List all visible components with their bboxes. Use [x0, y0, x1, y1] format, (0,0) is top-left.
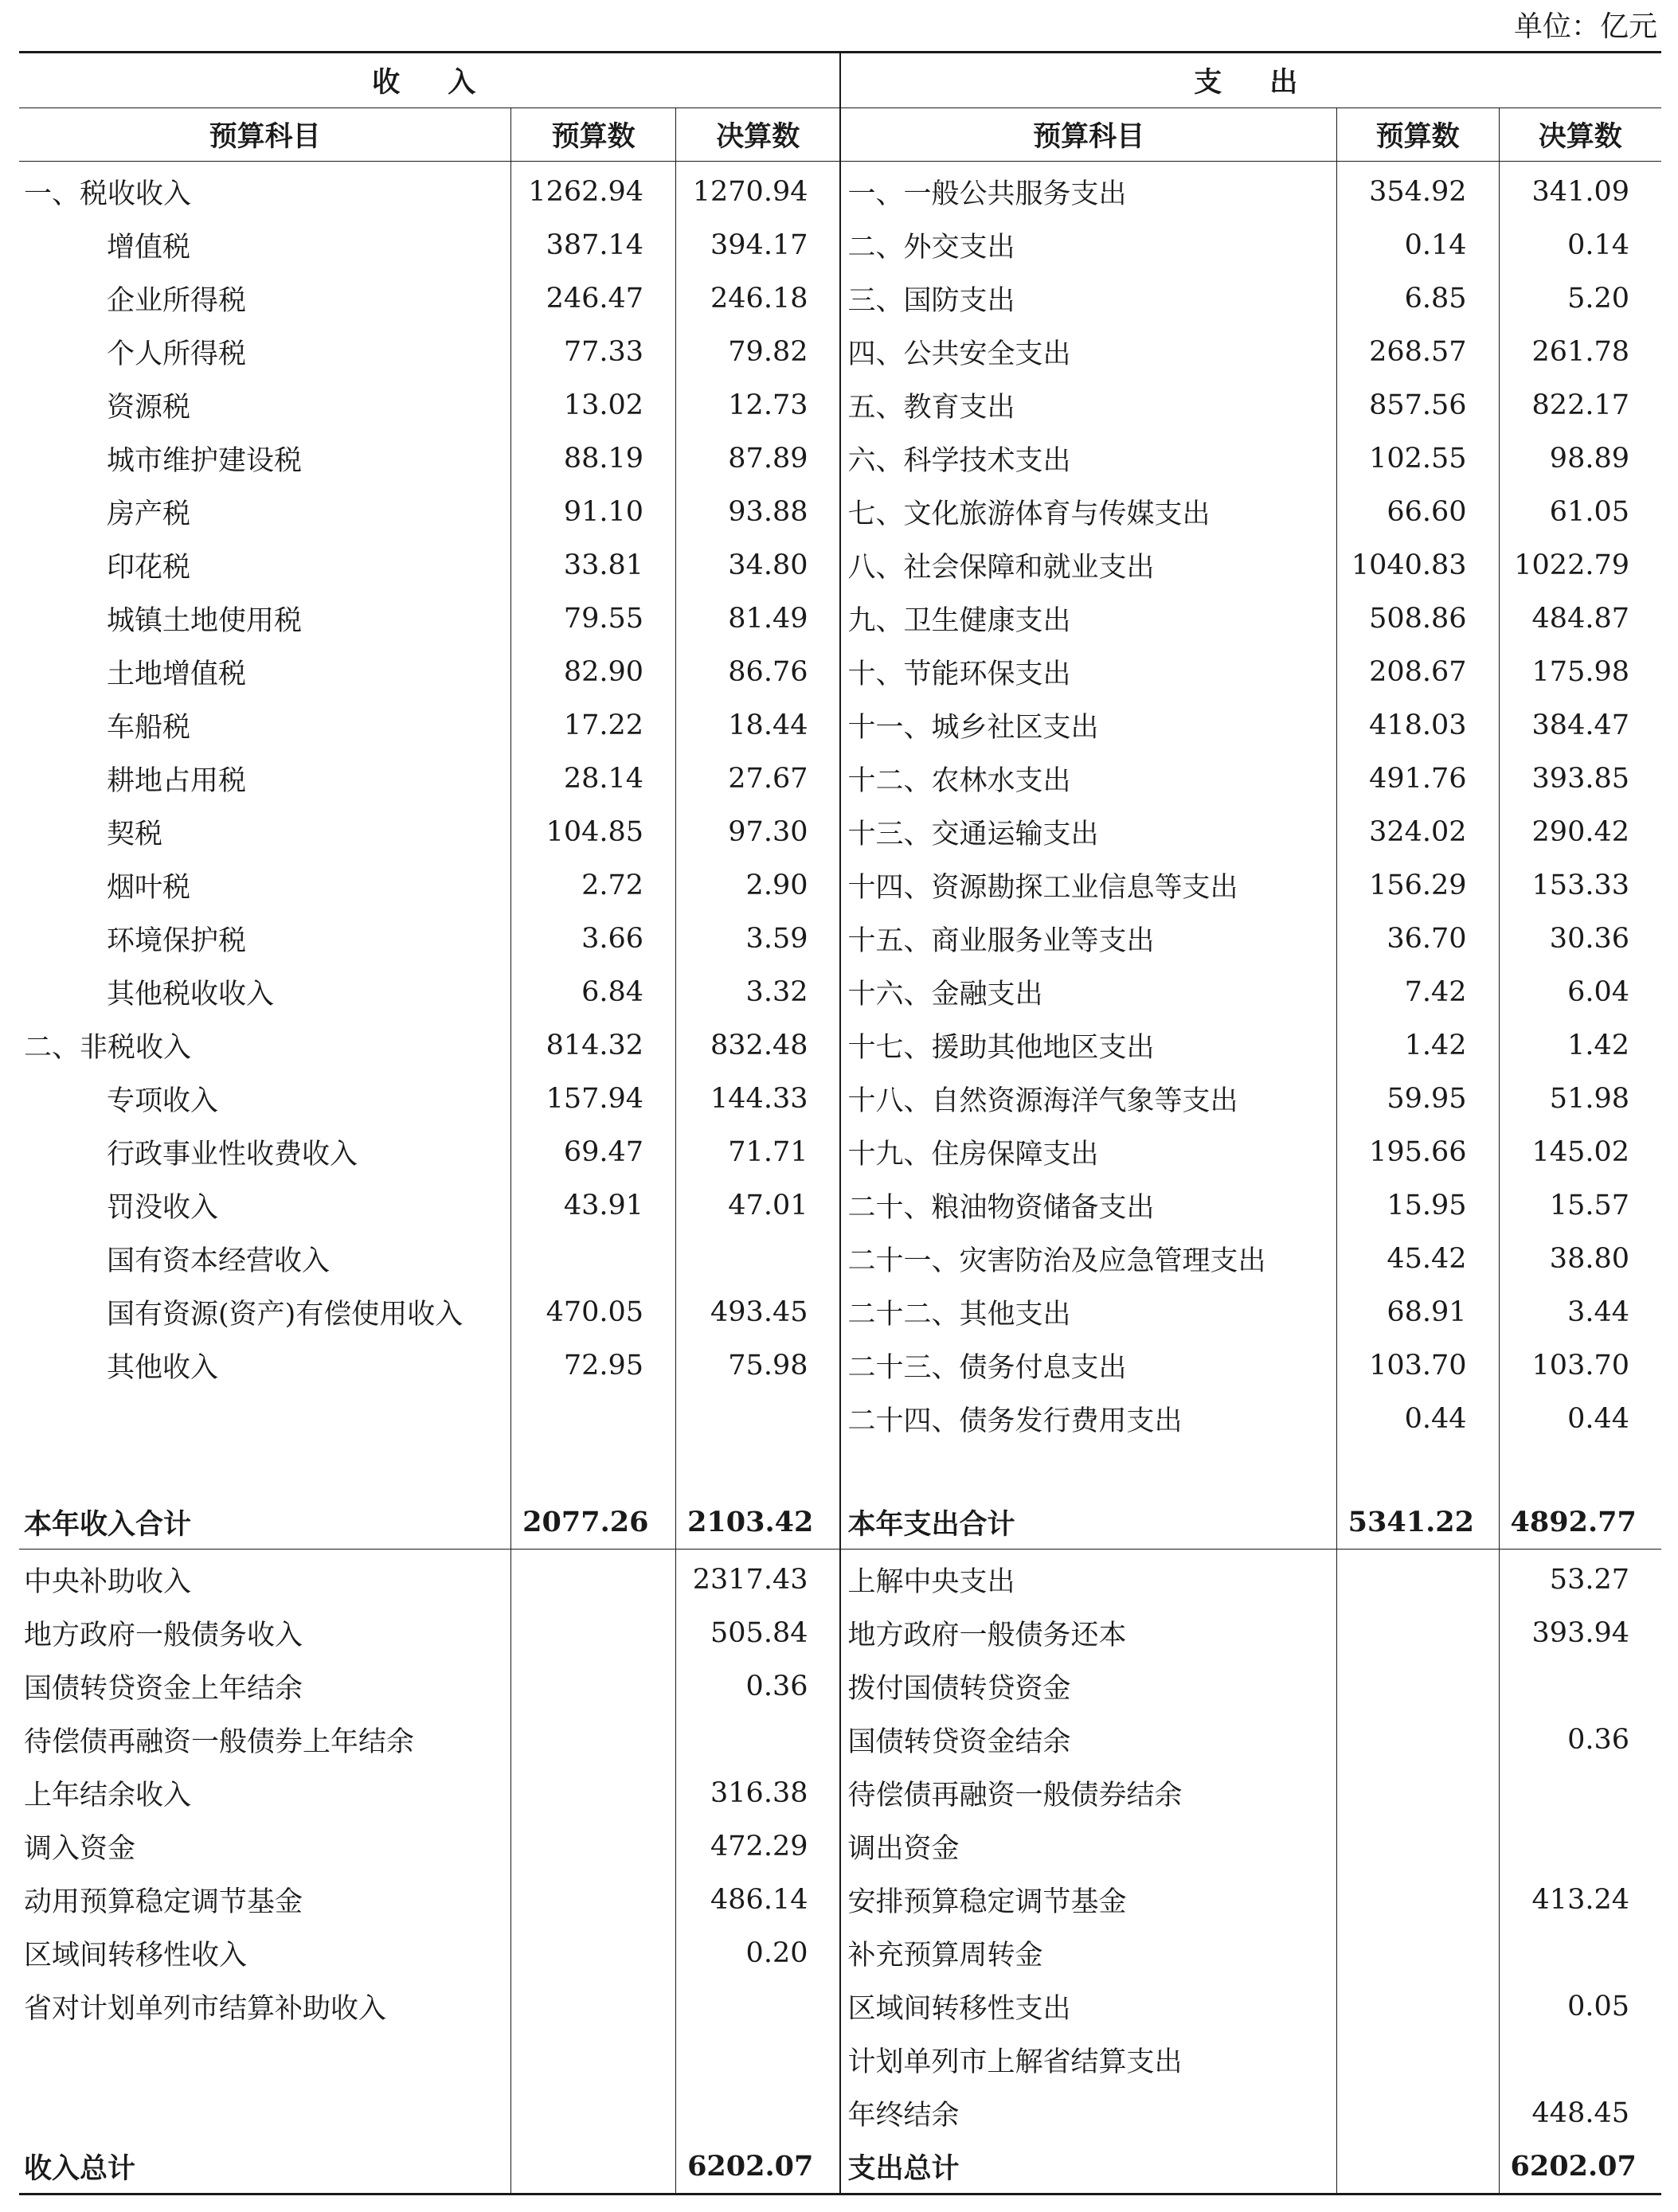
- income-budget-value: [511, 1979, 676, 2033]
- expense-item-name: 十二、农林水支出: [840, 752, 1336, 805]
- expense-final-value: 393.94: [1499, 1606, 1661, 1659]
- expense-final-value: 822.17: [1499, 378, 1661, 432]
- expense-final-header: 决算数: [1499, 108, 1661, 162]
- expense-item-name: 补充预算周转金: [840, 1926, 1336, 1979]
- income-budget-value: 470.05: [511, 1285, 676, 1339]
- expense-grand-total-budget: [1336, 2140, 1499, 2194]
- income-budget-value: 88.19: [511, 432, 676, 485]
- expense-item-name: 二十四、债务发行费用支出: [840, 1392, 1336, 1445]
- expense-budget-value: 6.85: [1336, 272, 1499, 325]
- expense-item-name: 地方政府一般债务还本: [840, 1606, 1336, 1659]
- expense-final-value: 15.57: [1499, 1178, 1661, 1232]
- income-final-value: 75.98: [676, 1339, 841, 1392]
- income-final-value: 12.73: [676, 378, 841, 432]
- income-item-name: 增值税: [107, 231, 191, 264]
- income-item-name: [19, 2033, 511, 2086]
- expense-item-name: 二十二、其他支出: [840, 1285, 1336, 1339]
- expense-budget-value: [1336, 1873, 1499, 1926]
- table-row: [19, 1072, 1661, 1125]
- expense-item-name: 五、教育支出: [840, 378, 1336, 432]
- income-budget-value: 157.94: [511, 1072, 676, 1125]
- table-row: [19, 1550, 1661, 1607]
- expense-item-name: 六、科学技术支出: [840, 432, 1336, 485]
- income-year-total-budget: 2077.26: [511, 1495, 676, 1550]
- income-budget-value: 246.47: [511, 272, 676, 325]
- table-row: [19, 1659, 1661, 1713]
- expense-final-value: [1499, 1819, 1661, 1873]
- expense-final-value: 0.14: [1499, 218, 1661, 272]
- table-row: [19, 378, 1661, 432]
- expense-final-value: 0.36: [1499, 1713, 1661, 1766]
- expense-item-name: 十一、城乡社区支出: [840, 698, 1336, 752]
- income-final-value: 2.90: [676, 858, 841, 912]
- income-budget-value: [511, 1873, 676, 1926]
- expense-final-value: 153.33: [1499, 858, 1661, 912]
- table-row: [19, 752, 1661, 805]
- expense-item-name: 三、国防支出: [840, 272, 1336, 325]
- expense-final-value: 341.09: [1499, 162, 1661, 219]
- income-final-value: 246.18: [676, 272, 841, 325]
- expense-item-header: 预算科目: [840, 108, 1336, 162]
- expense-item-name: 拨付国债转贷资金: [840, 1659, 1336, 1713]
- income-item-name: 土地增值税: [107, 658, 247, 690]
- income-final-value: 144.33: [676, 1072, 841, 1125]
- table-row: [19, 485, 1661, 538]
- income-final-value: 832.48: [676, 1018, 841, 1072]
- expense-item-name: 十七、援助其他地区支出: [840, 1018, 1336, 1072]
- income-item-name: 环境保护税: [107, 924, 247, 957]
- income-final-value: 86.76: [676, 645, 841, 698]
- income-budget-value: [511, 2086, 676, 2140]
- income-item-name: 调入资金: [24, 1832, 136, 1865]
- expense-budget-value: 0.44: [1336, 1392, 1499, 1445]
- expense-item-name: 七、文化旅游体育与传媒支出: [840, 485, 1336, 538]
- table-row: [19, 1178, 1661, 1232]
- income-final-value: [676, 1713, 841, 1766]
- expense-budget-value: 103.70: [1336, 1339, 1499, 1392]
- income-item-name: 企业所得税: [107, 284, 247, 317]
- income-item-name: 中央补助收入: [24, 1565, 192, 1598]
- expense-final-value: 6.04: [1499, 965, 1661, 1018]
- table-row: [19, 1606, 1661, 1659]
- table-row: [19, 162, 1661, 219]
- income-item-name: 其他税收收入: [107, 978, 275, 1010]
- income-budget-value: 104.85: [511, 805, 676, 858]
- table-row: [19, 325, 1661, 378]
- empty-cell: [1499, 1445, 1661, 1495]
- income-item-name: 动用预算稳定调节基金: [24, 1886, 303, 1918]
- income-budget-value: 814.32: [511, 1018, 676, 1072]
- table-row: [19, 1392, 1661, 1445]
- income-final-value: [676, 1232, 841, 1285]
- income-item-name: 上年结余收入: [24, 1779, 192, 1811]
- income-item-name: 一、税收收入: [24, 178, 192, 210]
- income-final-value: 97.30: [676, 805, 841, 858]
- income-final-value: 1270.94: [676, 162, 841, 219]
- spacer-row: [19, 1445, 1661, 1495]
- expense-budget-value: 508.86: [1336, 592, 1499, 645]
- income-item-name: 国债转贷资金上年结余: [24, 1672, 303, 1705]
- expense-budget-value: 418.03: [1336, 698, 1499, 752]
- expense-final-value: 290.42: [1499, 805, 1661, 858]
- expense-item-name: 二十三、债务付息支出: [840, 1339, 1336, 1392]
- income-item-name: 契税: [107, 818, 163, 850]
- table-row: [19, 218, 1661, 272]
- expense-final-value: 53.27: [1499, 1550, 1661, 1607]
- expense-final-value: 145.02: [1499, 1125, 1661, 1178]
- expense-final-value: 484.87: [1499, 592, 1661, 645]
- table-body: [19, 162, 1661, 2194]
- income-final-value: 3.32: [676, 965, 841, 1018]
- expense-final-value: 61.05: [1499, 485, 1661, 538]
- income-budget-value: [511, 1606, 676, 1659]
- income-item-name: 待偿债再融资一般债券上年结余: [24, 1725, 415, 1758]
- table-row: [19, 1125, 1661, 1178]
- expense-budget-value: [1336, 1766, 1499, 1819]
- expense-item-name: 八、社会保障和就业支出: [840, 538, 1336, 592]
- expense-budget-value: [1336, 1979, 1499, 2033]
- expense-final-value: 38.80: [1499, 1232, 1661, 1285]
- income-budget-value: 6.84: [511, 965, 676, 1018]
- income-final-value: 87.89: [676, 432, 841, 485]
- income-grand-total-label: 收入总计: [19, 2140, 511, 2194]
- income-item-name: 个人所得税: [107, 338, 247, 370]
- table-row: [19, 1018, 1661, 1072]
- income-final-value: 3.59: [676, 912, 841, 965]
- income-item-name: 专项收入: [107, 1085, 219, 1117]
- expense-item-name: 十八、自然资源海洋气象等支出: [840, 1072, 1336, 1125]
- income-item-name: 省对计划单列市结算补助收入: [24, 1992, 387, 2025]
- expense-item-name: 十四、资源勘探工业信息等支出: [840, 858, 1336, 912]
- expense-budget-value: [1336, 1819, 1499, 1873]
- empty-cell: [19, 1445, 511, 1495]
- expense-budget-value: 36.70: [1336, 912, 1499, 965]
- income-budget-value: 43.91: [511, 1178, 676, 1232]
- income-item-name: 房产税: [107, 498, 191, 530]
- table-row: [19, 858, 1661, 912]
- expense-final-value: [1499, 1659, 1661, 1713]
- table-row: [19, 1766, 1661, 1819]
- expense-item-name: 二十一、灾害防治及应急管理支出: [840, 1232, 1336, 1285]
- table-row: [19, 1713, 1661, 1766]
- table-row: [19, 645, 1661, 698]
- expense-budget-value: 195.66: [1336, 1125, 1499, 1178]
- expense-final-value: 0.05: [1499, 1979, 1661, 2033]
- income-budget-value: [511, 1659, 676, 1713]
- expense-final-value: 51.98: [1499, 1072, 1661, 1125]
- income-final-value: 81.49: [676, 592, 841, 645]
- expense-final-value: [1499, 2033, 1661, 2086]
- income-final-value: 505.84: [676, 1606, 841, 1659]
- table-row: [19, 1926, 1661, 1979]
- income-final-value: [676, 2086, 841, 2140]
- expense-item-name: 十九、住房保障支出: [840, 1125, 1336, 1178]
- expense-item-name: 二十、粮油物资储备支出: [840, 1178, 1336, 1232]
- grand-total-row: [19, 2140, 1661, 2194]
- income-budget-value: [511, 1713, 676, 1766]
- income-budget-value: 79.55: [511, 592, 676, 645]
- table-row: [19, 1819, 1661, 1873]
- expense-final-value: 384.47: [1499, 698, 1661, 752]
- expense-year-total-final: 4892.77: [1499, 1495, 1661, 1550]
- income-final-value: 27.67: [676, 752, 841, 805]
- income-item-name: 车船税: [107, 711, 191, 744]
- income-budget-value: [511, 1766, 676, 1819]
- income-budget-value: [511, 1819, 676, 1873]
- expense-item-name: 十五、商业服务业等支出: [840, 912, 1336, 965]
- income-item-name: 区域间转移性收入: [24, 1939, 248, 1972]
- income-final-value: 2317.43: [676, 1550, 841, 1607]
- income-budget-header: 预算数: [511, 108, 676, 162]
- year-total-row: [19, 1495, 1661, 1550]
- table-row: [19, 965, 1661, 1018]
- expense-final-value: 448.45: [1499, 2086, 1661, 2140]
- income-budget-value: 3.66: [511, 912, 676, 965]
- income-final-value: 316.38: [676, 1766, 841, 1819]
- table-row: [19, 698, 1661, 752]
- expense-final-value: 175.98: [1499, 645, 1661, 698]
- expense-budget-value: 268.57: [1336, 325, 1499, 378]
- expense-budget-value: 324.02: [1336, 805, 1499, 858]
- income-budget-value: [511, 1550, 676, 1607]
- budget-table: [19, 51, 1661, 2195]
- income-section-header: 收入: [19, 53, 840, 108]
- table-row: [19, 592, 1661, 645]
- table-row: [19, 1873, 1661, 1926]
- income-final-value: 394.17: [676, 218, 841, 272]
- expense-budget-value: 0.14: [1336, 218, 1499, 272]
- income-item-name: 耕地占用税: [107, 764, 247, 797]
- table-row: [19, 2033, 1661, 2086]
- income-budget-value: 72.95: [511, 1339, 676, 1392]
- expense-budget-value: 491.76: [1336, 752, 1499, 805]
- expense-grand-total-label: 支出总计: [840, 2140, 1336, 2194]
- income-budget-value: 33.81: [511, 538, 676, 592]
- expense-final-value: 393.85: [1499, 752, 1661, 805]
- expense-budget-value: 156.29: [1336, 858, 1499, 912]
- table-row: [19, 1232, 1661, 1285]
- income-final-value: [676, 2033, 841, 2086]
- income-final-value: [676, 1392, 841, 1445]
- income-item-name: 城镇土地使用税: [107, 604, 303, 637]
- expense-budget-value: [1336, 1713, 1499, 1766]
- income-item-name: [19, 2086, 511, 2140]
- expense-budget-value: [1336, 2033, 1499, 2086]
- income-budget-value: [511, 1926, 676, 1979]
- expense-final-value: 1.42: [1499, 1018, 1661, 1072]
- income-budget-value: 69.47: [511, 1125, 676, 1178]
- expense-item-name: 安排预算稳定调节基金: [840, 1873, 1336, 1926]
- income-final-value: 493.45: [676, 1285, 841, 1339]
- expense-budget-header: 预算数: [1336, 108, 1499, 162]
- income-budget-value: [511, 1232, 676, 1285]
- expense-final-value: 103.70: [1499, 1339, 1661, 1392]
- income-year-total-label: 本年收入合计: [19, 1495, 511, 1550]
- expense-item-name: 国债转贷资金结余: [840, 1713, 1336, 1766]
- empty-cell: [511, 1445, 676, 1495]
- expense-year-total-label: 本年支出合计: [840, 1495, 1336, 1550]
- expense-item-name: 待偿债再融资一般债券结余: [840, 1766, 1336, 1819]
- expense-budget-value: 15.95: [1336, 1178, 1499, 1232]
- income-item-name: 二、非税收入: [24, 1031, 192, 1064]
- expense-budget-value: [1336, 1606, 1499, 1659]
- table-row: [19, 432, 1661, 485]
- income-budget-value: 13.02: [511, 378, 676, 432]
- income-item-name: 其他收入: [107, 1351, 219, 1384]
- table-row: [19, 1285, 1661, 1339]
- expense-final-value: 30.36: [1499, 912, 1661, 965]
- table-row: [19, 1979, 1661, 2033]
- expense-item-name: 一、一般公共服务支出: [840, 162, 1336, 219]
- expense-item-name: 区域间转移性支出: [840, 1979, 1336, 2033]
- expense-item-name: 计划单列市上解省结算支出: [840, 2033, 1336, 2086]
- expense-final-value: 261.78: [1499, 325, 1661, 378]
- table-row: [19, 912, 1661, 965]
- income-item-name: 国有资本经营收入: [107, 1245, 331, 1277]
- expense-item-name: 十三、交通运输支出: [840, 805, 1336, 858]
- income-budget-value: 77.33: [511, 325, 676, 378]
- expense-section-header: 支出: [840, 53, 1661, 108]
- expense-final-value: 0.44: [1499, 1392, 1661, 1445]
- income-final-value: 486.14: [676, 1873, 841, 1926]
- income-budget-value: 1262.94: [511, 162, 676, 219]
- expense-budget-value: 208.67: [1336, 645, 1499, 698]
- income-budget-value: [511, 1392, 676, 1445]
- expense-budget-value: [1336, 1659, 1499, 1713]
- income-final-value: 71.71: [676, 1125, 841, 1178]
- income-final-header: 决算数: [676, 108, 841, 162]
- income-final-value: 0.36: [676, 1659, 841, 1713]
- table-row: [19, 2086, 1661, 2140]
- income-item-name: 国有资源(资产)有偿使用收入: [107, 1298, 464, 1331]
- income-budget-value: 82.90: [511, 645, 676, 698]
- income-budget-value: 28.14: [511, 752, 676, 805]
- empty-cell: [676, 1445, 841, 1495]
- income-budget-value: [511, 2033, 676, 2086]
- expense-budget-value: 66.60: [1336, 485, 1499, 538]
- expense-final-value: 3.44: [1499, 1285, 1661, 1339]
- expense-budget-value: 7.42: [1336, 965, 1499, 1018]
- expense-item-name: 二、外交支出: [840, 218, 1336, 272]
- income-item-name: 罚没收入: [107, 1191, 219, 1224]
- expense-final-value: 98.89: [1499, 432, 1661, 485]
- expense-item-name: 年终结余: [840, 2086, 1336, 2140]
- expense-budget-value: 1040.83: [1336, 538, 1499, 592]
- income-final-value: 47.01: [676, 1178, 841, 1232]
- table-row: [19, 1339, 1661, 1392]
- expense-budget-value: 59.95: [1336, 1072, 1499, 1125]
- income-grand-total-budget: [511, 2140, 676, 2194]
- income-final-value: 79.82: [676, 325, 841, 378]
- expense-budget-value: 102.55: [1336, 432, 1499, 485]
- unit-label: 单位：亿元: [1513, 10, 1657, 43]
- expense-item-name: 调出资金: [840, 1819, 1336, 1873]
- income-item-name: 地方政府一般债务收入: [24, 1619, 303, 1651]
- income-final-value: 472.29: [676, 1819, 841, 1873]
- expense-budget-value: 45.42: [1336, 1232, 1499, 1285]
- expense-budget-value: 68.91: [1336, 1285, 1499, 1339]
- expense-item-name: 四、公共安全支出: [840, 325, 1336, 378]
- income-item-name: 烟叶税: [107, 871, 191, 904]
- income-grand-total-final: 6202.07: [676, 2140, 841, 2194]
- expense-final-value: [1499, 1766, 1661, 1819]
- income-budget-value: 2.72: [511, 858, 676, 912]
- expense-year-total-budget: 5341.22: [1336, 1495, 1499, 1550]
- expense-final-value: 5.20: [1499, 272, 1661, 325]
- expense-budget-value: 1.42: [1336, 1018, 1499, 1072]
- expense-item-name: 十六、金融支出: [840, 965, 1336, 1018]
- expense-item-name: 九、卫生健康支出: [840, 592, 1336, 645]
- income-budget-value: 91.10: [511, 485, 676, 538]
- expense-budget-value: [1336, 1926, 1499, 1979]
- expense-budget-value: [1336, 2086, 1499, 2140]
- expense-budget-value: 857.56: [1336, 378, 1499, 432]
- income-final-value: 34.80: [676, 538, 841, 592]
- income-final-value: 0.20: [676, 1926, 841, 1979]
- expense-budget-value: [1336, 1550, 1499, 1607]
- expense-item-name: 上解中央支出: [840, 1550, 1336, 1607]
- income-item-name: [19, 1392, 511, 1445]
- empty-cell: [1336, 1445, 1499, 1495]
- expense-grand-total-final: 6202.07: [1499, 2140, 1661, 2194]
- expense-budget-value: 354.92: [1336, 162, 1499, 219]
- table-row: [19, 272, 1661, 325]
- table-row: [19, 538, 1661, 592]
- income-year-total-final: 2103.42: [676, 1495, 841, 1550]
- income-budget-value: 387.14: [511, 218, 676, 272]
- income-final-value: 18.44: [676, 698, 841, 752]
- income-final-value: 93.88: [676, 485, 841, 538]
- income-item-name: 行政事业性收费收入: [107, 1138, 358, 1170]
- income-item-name: 印花税: [107, 551, 191, 584]
- income-item-header: 预算科目: [19, 108, 511, 162]
- table-row: [19, 805, 1661, 858]
- income-item-name: 资源税: [107, 391, 191, 424]
- expense-item-name: 十、节能环保支出: [840, 645, 1336, 698]
- income-budget-value: 17.22: [511, 698, 676, 752]
- expense-final-value: 413.24: [1499, 1873, 1661, 1926]
- expense-final-value: [1499, 1926, 1661, 1979]
- empty-cell: [840, 1445, 1336, 1495]
- income-item-name: 城市维护建设税: [107, 444, 303, 477]
- income-final-value: [676, 1979, 841, 2033]
- expense-final-value: 1022.79: [1499, 538, 1661, 592]
